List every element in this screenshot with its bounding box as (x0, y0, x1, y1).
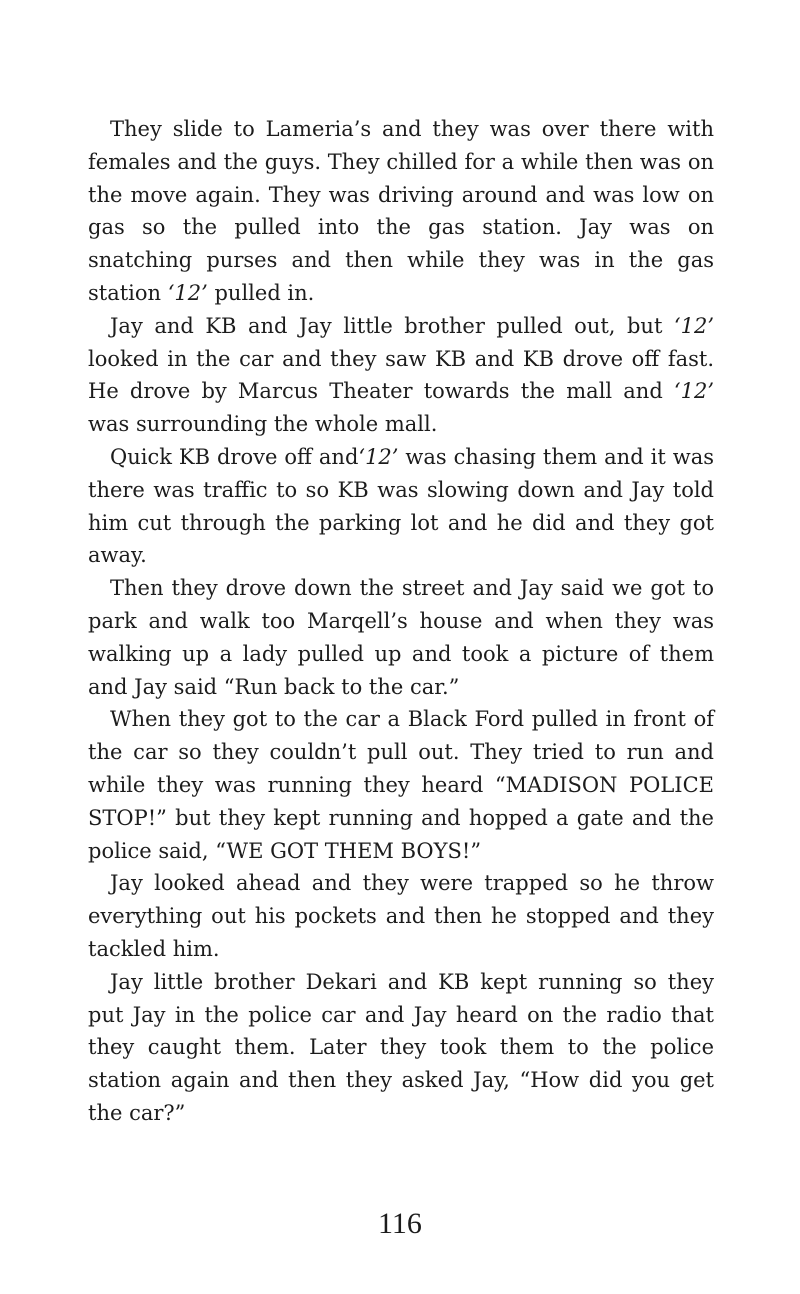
italic-text: ‘12’ (167, 280, 208, 305)
body-text (88, 113, 714, 1130)
text-run: pulled in. (207, 280, 315, 305)
text-run: When they got to the car a Black Ford pulled in front of the car so they couldn’t pull out. They tried to run and while they was running they heard “MADISON POLICE STOP!” but they kept running and hopped a gate and the police said, “WE GOT THEM BOYS!” (88, 707, 714, 863)
text-run: Then they drove down the street and Jay said we got to park and walk too Marqell’s house and when they was walking up a lady pulled up and took a picture of them and Jay said “Run back to the car.” (88, 576, 714, 699)
italic-text: ‘12’ (358, 444, 399, 469)
text-run: was chasing them and it was there was traffic to so KB was slowing down and Jay told him cut through the parking lot and he did and they got away. (88, 444, 715, 568)
text-run: looked in the car and they saw KB and KB drove off fast. He drove by Marcus Theater towards the mall and (88, 346, 714, 404)
paragraph (88, 441, 714, 572)
page-number: 116 (378, 1207, 422, 1240)
text-run: Jay little brother Dekari and KB kept running so they put Jay in the police car and Jay heard on the radio that they caught them. Later they took them to the police station again and then they asked Jay, “How did you get the car?” (88, 969, 714, 1125)
paragraph (88, 310, 714, 441)
italic-text: ‘12’ (673, 379, 714, 404)
italic-text: ‘12’ (673, 313, 714, 338)
paragraph (88, 113, 714, 310)
text-run: Jay and KB and Jay little brother pulled out, but (110, 313, 674, 338)
text-run: was surrounding the whole mall. (88, 412, 438, 437)
text-run: Jay looked ahead and they were trapped so he throw everything out his pockets and then he stopped and they tackled him. (88, 871, 714, 961)
text-run: Quick KB drove off and (110, 444, 359, 469)
paragraph (88, 966, 714, 1130)
paragraph (88, 703, 714, 867)
paragraph (88, 867, 714, 965)
text-run: They slide to Lameria’s and they was over there with females and the guys. They chilled for a while then was on the move again. They was driving around and was low on gas so the pulled into the gas station. Jay was on snatching purses and then while they was in the gas station (88, 117, 714, 305)
paragraph (88, 572, 714, 703)
